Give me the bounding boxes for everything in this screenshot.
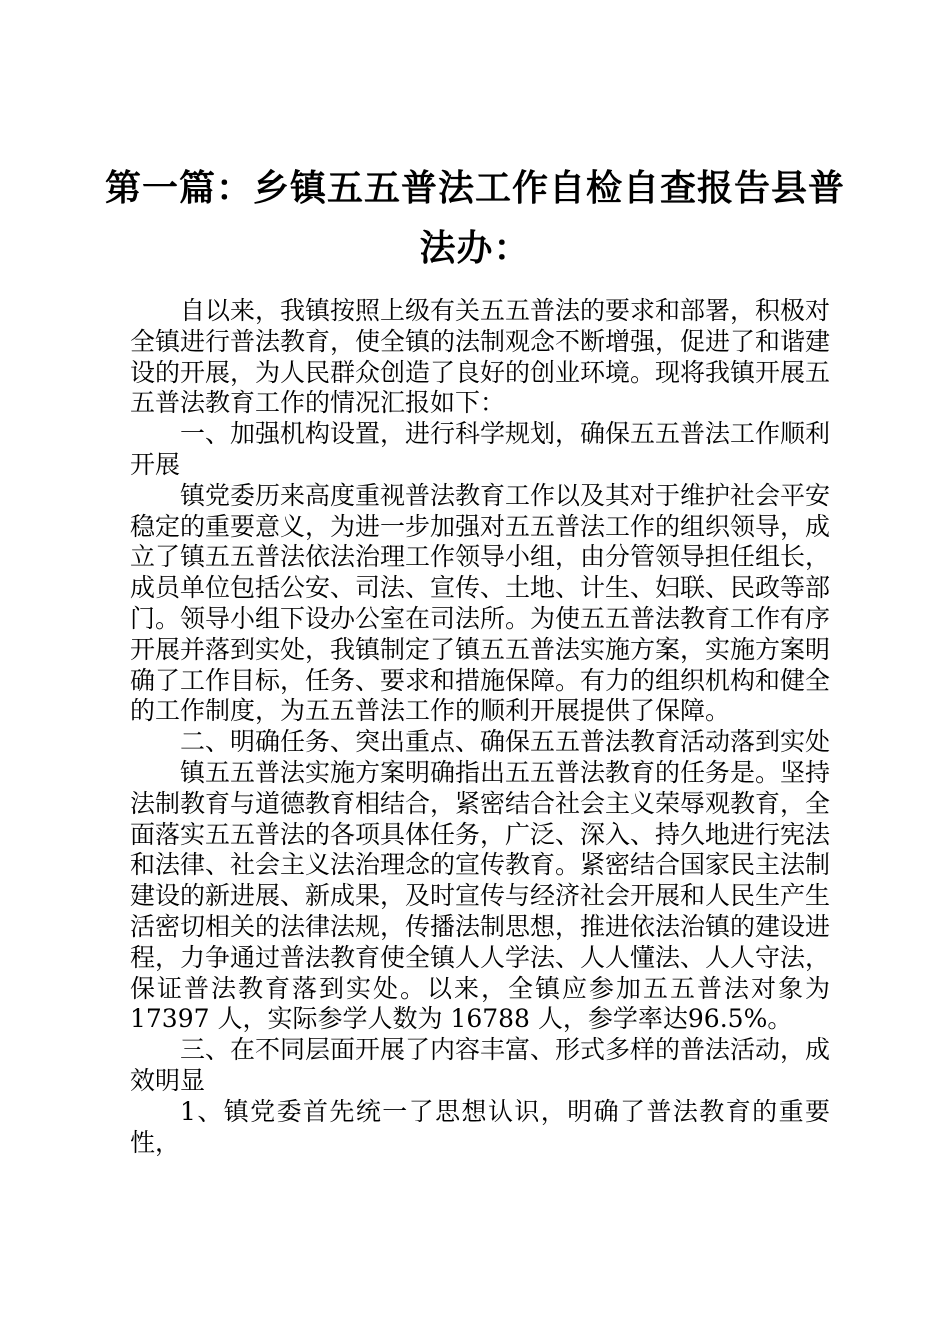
paragraph-section-2: 镇五五普法实施方案明确指出五五普法教育的任务是。坚持法制教育与道德教育相结合，紧密结合社会主义荣辱观教育，全面落实五五普法的各项具体任务，广泛、深入、持久地进行宪法和法律、社会主义法治理念的宣传教育。紧密结合国家民主法制建设的新进展、新成果，及时宣传与经济社会开展和人民生产生活密切相关的法律法规，传播法制思想，推进依法治镇的建设进程，力争通过普法教育使全镇人人学法、人人懂法、人人守法，保证普法教育落到实处。以来，全镇应参加五五普法对象为 17397 人，实际参学人数为 16788 人，参学率达96.5%。 (130, 757, 831, 1034)
section-heading-2: 二、明确任务、突出重点、确保五五普法教育活动落到实处 (180, 727, 831, 757)
section-heading-1: 一、加强机构设置，进行科学规划，确保五五普法工作顺利开展 (130, 419, 831, 479)
document-body (130, 296, 830, 1158)
paragraph-section-3: 1、镇党委首先统一了思想认识，明确了普法教育的重要性， (130, 1096, 830, 1157)
paragraph-intro: 自以来，我镇按照上级有关五五普法的要求和部署，积极对全镇进行普法教育，使全镇的法制观念不断增强，促进了和谐建设的开展，为人民群众创造了良好的创业环境。现将我镇开展五五普法教育工作的情况汇报如下： (130, 296, 831, 418)
document-title: 第一篇：乡镇五五普法工作自检自查报告县普法办： (104, 167, 845, 269)
paragraph-section-1: 镇党委历来高度重视普法教育工作以及其对于维护社会平安稳定的重要意义，为进一步加强对五五普法工作的组织领导，成立了镇五五普法依法治理工作领导小组，由分管领导担任组长，成员单位包括公安、司法、宣传、土地、计生、妇联、民政等部门。领导小组下设办公室在司法所。为使五五普法教育工作有序开展并落到实处，我镇制定了镇五五普法实施方案，实施方案明确了工作目标，任务、要求和措施保障。有力的组织机构和健全的工作制度，为五五普法工作的顺利开展提供了保障。 (130, 480, 831, 726)
section-heading-3: 三、在不同层面开展了内容丰富、形式多样的普法活动，成效明显 (130, 1035, 831, 1095)
